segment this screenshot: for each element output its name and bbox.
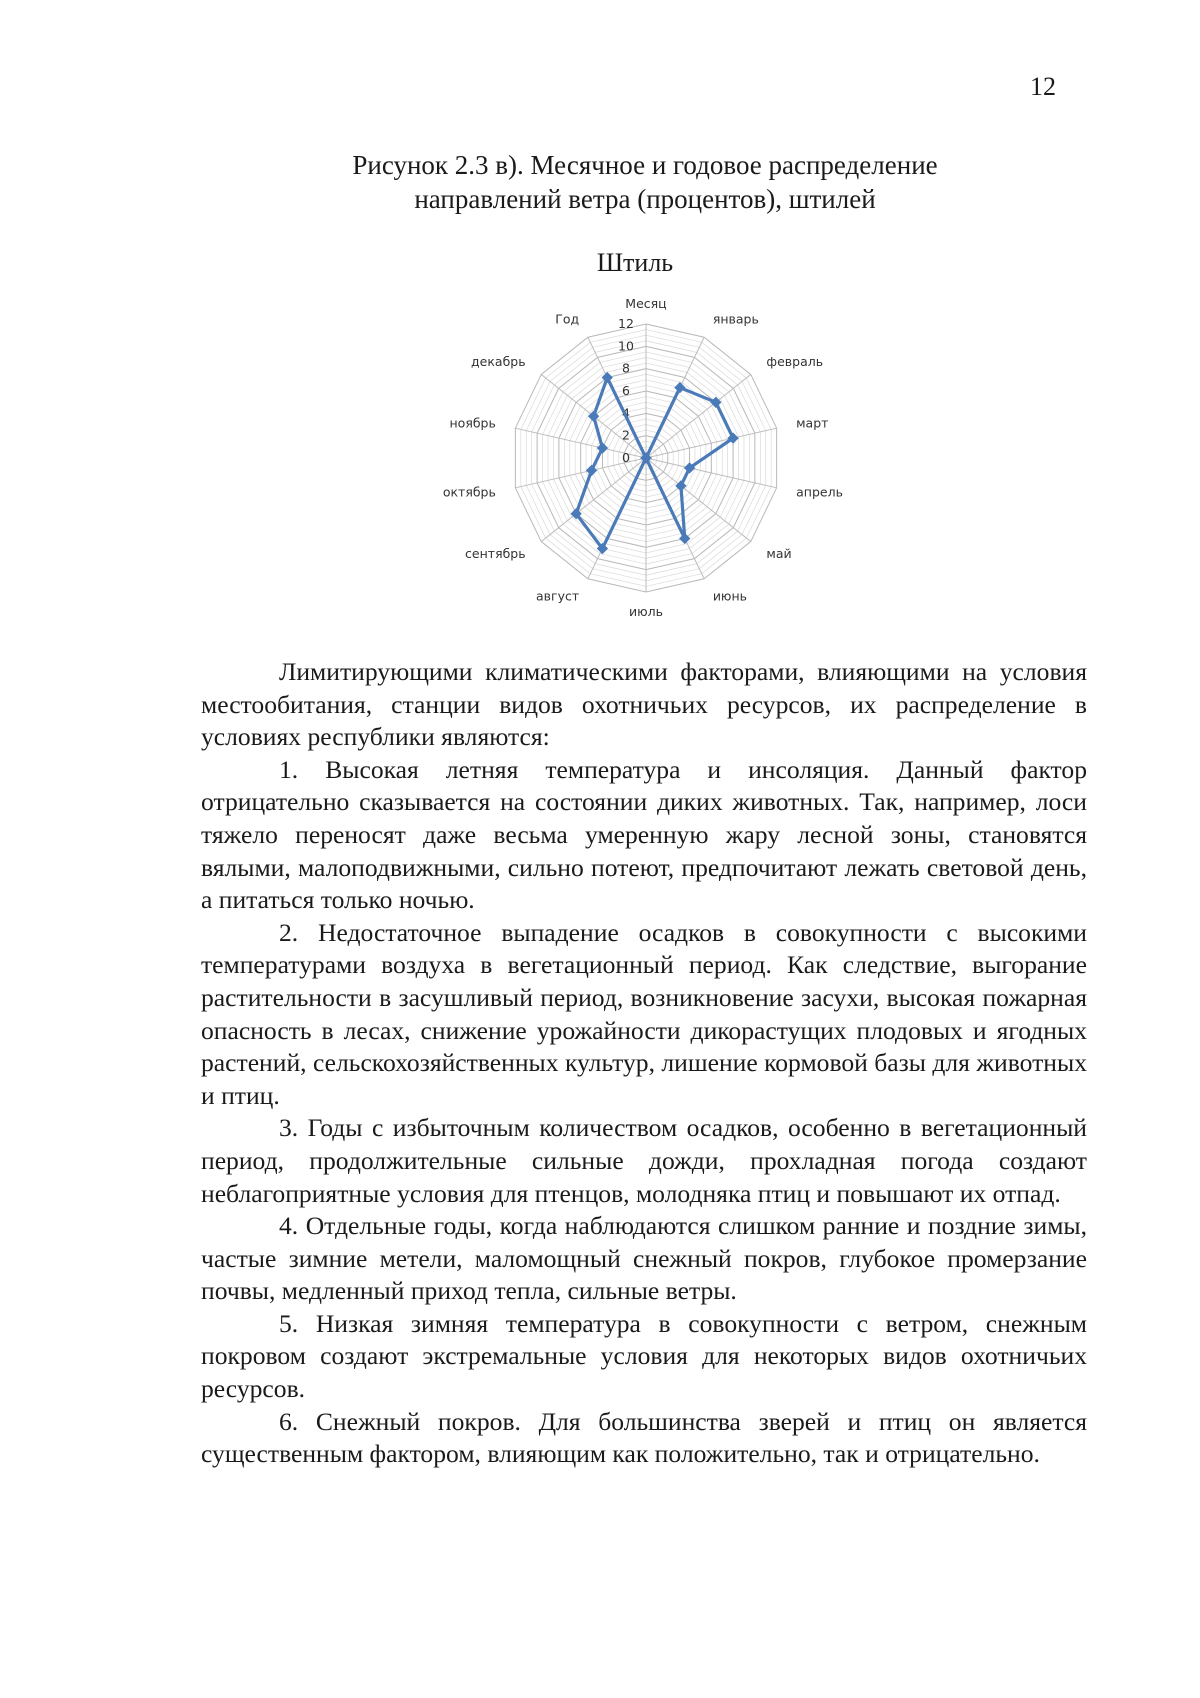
category-label: май: [766, 546, 792, 562]
category-label: январь: [712, 311, 759, 327]
paragraph-5: 5. Низкая зимняя температура в совокупности с ветром, снежным покровом создают экстремальные условия для некоторых видов охотничьих ресурсов.: [201, 1308, 1087, 1404]
category-label: февраль: [766, 353, 824, 369]
radar-svg: [420, 240, 850, 620]
caption-line-1: Рисунок 2.3 в). Месячное и годовое распределение: [352, 150, 938, 180]
paragraph-2: 2. Недостаточное выпадение осадков в совокупности с высокими температурами воздуха в вегетационный период. Как следствие, выгорание растительности в засушливый период, возникновение засухи, высокая пожарная опасность в лесах, снижение урожайности дикорастущих плодовых и ягодных растений, сельскохозяйственных культур, лишение кормовой базы для животных и птиц.: [201, 917, 1087, 1110]
category-label: ноябрь: [449, 415, 496, 431]
category-label: сентябрь: [465, 546, 526, 562]
grid-spoke: [646, 458, 751, 542]
paragraph-1: 1. Высокая летняя температура и инсоляция. Данный фактор отрицательно сказывается на состоянии диких животных. Так, например, лоси тяжело переносят даже весьма умеренную жару лесной зоны, становятся вялыми, малоподвижными, сильно потеют, предпочитают лежать световой день, а питаться только ночью.: [201, 754, 1087, 915]
category-label: июнь: [712, 588, 748, 604]
page-number: 12: [1030, 72, 1056, 101]
body-text: [201, 656, 1087, 1471]
axis-tick-label: 0: [622, 450, 630, 465]
axis-tick-label: 8: [622, 360, 630, 376]
axis-tick-label: 4: [622, 405, 630, 421]
axis-tick-label: 6: [622, 383, 630, 398]
axis-tick-label: 2: [622, 427, 630, 443]
caption-line-2: направлений ветра (процентов), штилей: [414, 184, 876, 214]
category-label: октябрь: [442, 484, 496, 500]
chart-title: Штиль: [596, 248, 674, 277]
category-label: Год: [555, 311, 580, 327]
paragraph-3: 3. Годы с избыточным количеством осадков, особенно в вегетационный период, продолжительные сильные дожди, прохладная погода создают неблагоприятные условия для птенцов, молодняка птиц и повышают их отпад.: [201, 1113, 1087, 1208]
axis-tick-label: 10: [618, 338, 634, 354]
category-label: декабрь: [471, 353, 526, 369]
category-label: Месяц: [625, 296, 667, 311]
category-label: август: [536, 588, 580, 604]
category-label: июль: [628, 604, 664, 619]
paragraph-intro: Лимитирующими климатическими факторами, влияющими на условия местообитания, станции видов охотничьих ресурсов, их распределение в условиях республики являются:: [201, 657, 1087, 752]
category-label: апрель: [796, 484, 843, 500]
figure-caption: [0, 148, 1200, 216]
paragraph-6: 6. Снежный покров. Для большинства зверей и птиц он является существенным фактором, влияющим как положительно, так и отрицательно.: [201, 1406, 1087, 1469]
axis-tick-label: 12: [618, 316, 634, 331]
category-label: март: [796, 415, 829, 431]
radar-chart: [420, 240, 850, 620]
paragraph-4: 4. Отдельные годы, когда наблюдаются слишком ранние и поздние зимы, частые зимние метели, маломощный снежный покров, глубокое промерзание почвы, медленный приход тепла, сильные ветры.: [201, 1211, 1087, 1306]
grid-spoke: [646, 374, 751, 458]
